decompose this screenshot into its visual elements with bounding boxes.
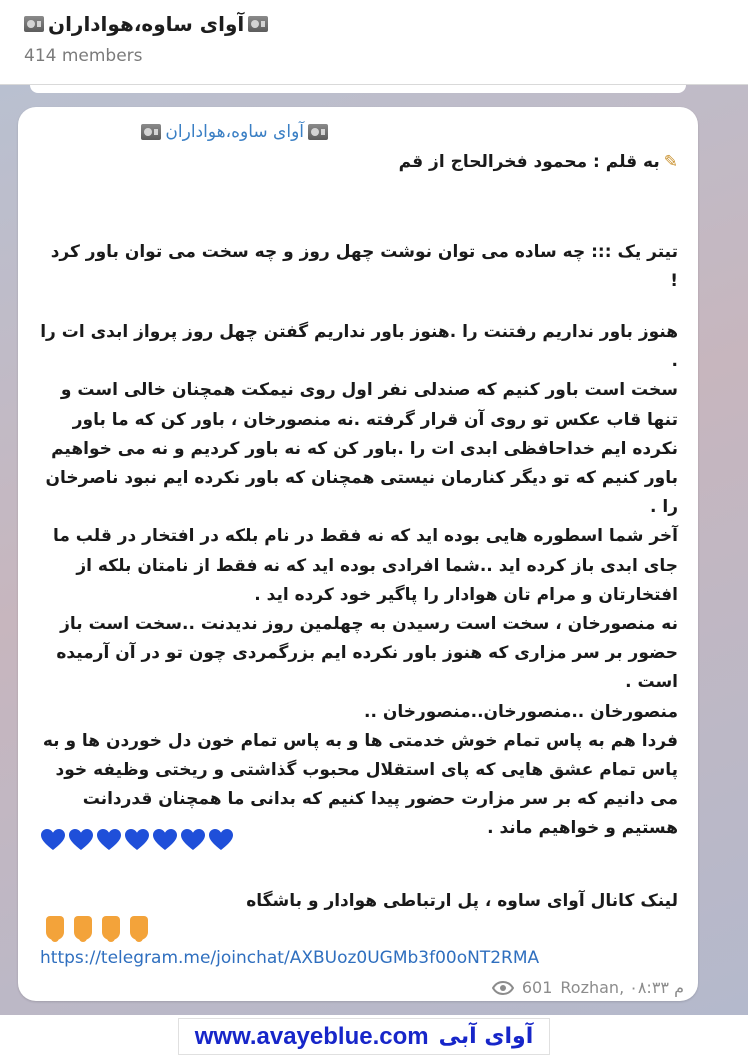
blue-heart-icon (68, 828, 94, 852)
message-meta (492, 978, 684, 997)
pointing-down-icon (74, 916, 92, 940)
watermark-banner (178, 1018, 550, 1055)
blue-heart-icon (180, 828, 206, 852)
author-text: به قلم : محمود فخرالحاج از قم (398, 152, 660, 172)
blue-heart-icon (96, 828, 122, 852)
blue-heart-icon (40, 828, 66, 852)
body-paragraph: فردا هم به پاس تمام خوش خدمتی ها و به پاس تمام خون دل خوردن ها و به پاس تمام عشق هایی که پای استقلال محبوب گذاشتی و ریختی وظیفه خود می دانیم که بر سر مزارت حضور پیدا کنیم که بدانی ما همچنان قدردانت هستیم و خواهیم ماند . (42, 730, 678, 839)
member-count: 414 members (24, 46, 143, 66)
body-paragraph: هنوز باور نداریم رفتنت را .هنوز باور نداریم گفتن چهل روز پرواز ابدی ات را . (40, 322, 678, 372)
pointing-down-icon (46, 916, 64, 940)
pointing-down-icon (130, 916, 148, 940)
message-sender[interactable] (141, 122, 328, 142)
body-paragraph: منصورخان ..منصورخان..منصورخان .. (363, 701, 678, 722)
chat-title[interactable] (24, 12, 268, 36)
author-line (40, 148, 678, 177)
radio-icon (24, 16, 44, 32)
body-paragraph: آخر شما اسطوره هایی بوده اید که نه فقط در نام بلکه در افتخار در قلب ما جای ابدی باز کرده اید ..شما افرادی بوده اید که نه فقط از نامتان بلکه از افتخارتان و مرام تان هوادار را پاگیر خود کرده اید . (52, 526, 678, 605)
blue-heart-icon (152, 828, 178, 852)
blue-heart-icon (124, 828, 150, 852)
watermark-url: www.avayeblue.com (194, 1022, 429, 1050)
message-body (40, 318, 678, 844)
chat-header[interactable] (0, 0, 748, 85)
pointing-down-icon (102, 916, 120, 940)
watermark-name: آوای آبی (438, 1024, 534, 1049)
sender-name: آوای ساوه،هواداران (165, 122, 304, 142)
headline: تیتر یک ::: چه ساده می توان نوشت چهل روز و چه سخت می توان باور کرد ! (50, 242, 678, 291)
chat-title-text: آوای ساوه،هواداران (48, 12, 245, 36)
blue-heart-icon (208, 828, 234, 852)
body-paragraph: سخت است باور کنیم که صندلی نفر اول روی نیمکت همچنان خالی است و تنها قاب عکس تو روی آن قرار گرفته .نه منصورخان ، باور کن که ما باور نکرده ایم خداحافظی ابدی ات را .باور کن که نه باور کردیم و نه می خواهیم باور کنیم که تو دیگر کنارمان نیستی همچنان که باور نکرده ایم نبود ناصرخان را . (45, 380, 678, 518)
radio-icon (141, 124, 161, 140)
radio-icon (248, 16, 268, 32)
previous-message-edge (30, 85, 686, 93)
radio-icon (308, 124, 328, 140)
pointer-row (46, 916, 148, 940)
heart-row (40, 828, 234, 852)
channel-invite-link[interactable]: https://telegram.me/joinchat/AXBUoz0UGMb3f00oNT2RMA (40, 948, 540, 968)
view-count: 601 (521, 978, 553, 997)
post-signature: Rozhan, ۰۸:۳۳ م (560, 978, 684, 997)
channel-link-title: لینک کانال آوای ساوه ، پل ارتباطی هوادار و باشگاه (246, 891, 678, 911)
body-paragraph: نه منصورخان ، سخت است رسیدن به چهلمین روز ندیدنت ..سخت است باز حضور بر سر مزاری که هنوز باور نکرده ایم بزرگمردی چون تو در آن آرمیده است . (56, 614, 678, 693)
pencil-icon: ✎ (663, 152, 678, 172)
eye-icon (492, 981, 514, 995)
